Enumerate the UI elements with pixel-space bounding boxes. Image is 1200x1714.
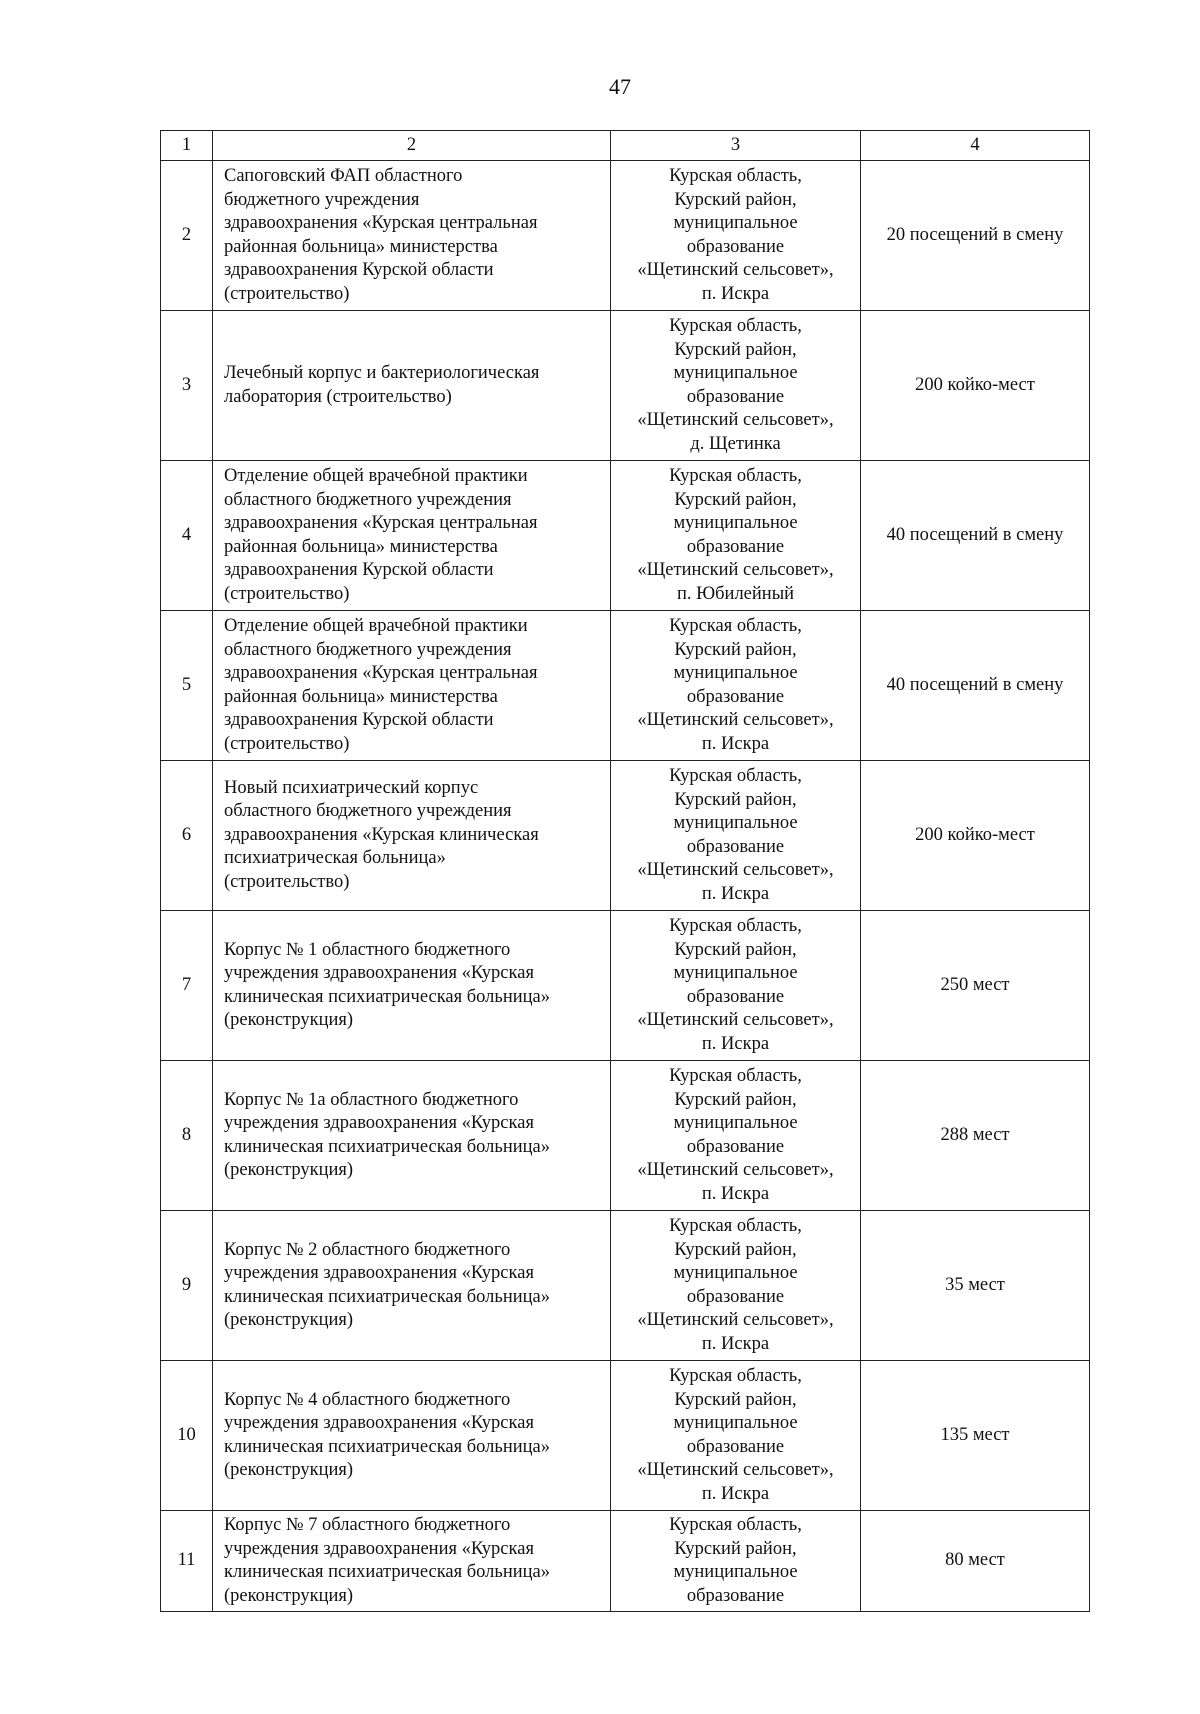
facility-location-line: Курская область, xyxy=(669,616,802,636)
facility-location-line: Курская область, xyxy=(669,1216,802,1236)
facility-location-line: муниципальное xyxy=(673,1562,798,1582)
facility-name-line: клиническая психиатрическая больница» xyxy=(224,1436,551,1457)
facility-capacity: 250 мест xyxy=(861,911,1090,1061)
facility-location-line: «Щетинский сельсовет», xyxy=(637,1460,834,1480)
facility-name-line: здравоохранения «Курская клиническая xyxy=(224,824,539,845)
header-cell-2: 2 xyxy=(213,131,611,161)
facility-location-line: «Щетинский сельсовет», xyxy=(637,1160,834,1180)
table-row xyxy=(161,461,1090,611)
facility-name-line: (реконструкция) xyxy=(224,1310,354,1330)
facility-location-line: Курский район, xyxy=(674,1389,797,1410)
facility-location-line: муниципальное xyxy=(673,1263,798,1283)
facility-location-line: п. Искра xyxy=(701,1033,770,1054)
facility-location-line: образование xyxy=(686,1585,785,1606)
facility-location-line: «Щетинский сельсовет», xyxy=(637,1010,834,1030)
facility-location xyxy=(611,761,861,911)
facility-capacity: 135 мест xyxy=(861,1361,1090,1511)
facility-location-line: «Щетинский сельсовет», xyxy=(637,410,834,430)
facility-name-line: областного бюджетного учреждения xyxy=(224,489,512,510)
row-number: 6 xyxy=(161,761,213,911)
facility-name xyxy=(213,761,611,911)
facility-location-line: Курская область, xyxy=(669,766,802,786)
facility-name-line: бюджетного учреждения xyxy=(224,189,420,210)
table-row xyxy=(161,161,1090,311)
facility-location-line: муниципальное xyxy=(673,1413,798,1433)
facility-name xyxy=(213,1211,611,1361)
facility-name-line: здравоохранения «Курская центральная xyxy=(224,663,538,683)
facility-location-line: муниципальное xyxy=(673,213,798,233)
table-row xyxy=(161,761,1090,911)
table-row xyxy=(161,1061,1090,1211)
facility-location-line: образование xyxy=(686,986,785,1007)
facility-name-line: клиническая психиатрическая больница» xyxy=(224,986,551,1007)
header-cell-4: 4 xyxy=(861,131,1090,161)
facility-location-line: п. Искра xyxy=(701,1483,770,1504)
facility-location-line: Курская область, xyxy=(669,166,802,186)
facility-location-line: п. Юбилейный xyxy=(676,583,795,604)
facility-location-line: Курский район, xyxy=(674,789,797,810)
facility-name-line: Корпус № 1 областного бюджетного xyxy=(224,939,511,960)
facility-name-line: (строительство) xyxy=(224,283,350,304)
facility-location-line: Курская область, xyxy=(669,316,802,336)
facility-location-line: образование xyxy=(686,1286,785,1307)
facility-location-line: Курский район, xyxy=(674,639,797,660)
facility-location-line: п. Искра xyxy=(701,733,770,754)
row-number: 9 xyxy=(161,1211,213,1361)
facility-location-line: Курский район, xyxy=(674,339,797,360)
facility-name-line: районная больница» министерства xyxy=(224,236,498,257)
facility-location-line: д. Щетинка xyxy=(690,433,781,454)
facility-location-line: образование xyxy=(686,1436,785,1457)
header-cell-1: 1 xyxy=(161,131,213,161)
facility-location xyxy=(611,1511,861,1612)
facility-name-line: здравоохранения Курской области xyxy=(224,260,494,280)
facility-name-line: Отделение общей врачебной практики xyxy=(224,616,528,636)
facility-location-line: Курская область, xyxy=(669,916,802,936)
facility-name-line: Корпус № 2 областного бюджетного xyxy=(224,1239,511,1260)
facility-location-line: «Щетинский сельсовет», xyxy=(637,260,834,280)
facility-capacity: 200 койко-мест xyxy=(861,311,1090,461)
facility-name-line: Отделение общей врачебной практики xyxy=(224,466,528,486)
facility-name-line: здравоохранения Курской области xyxy=(224,560,494,580)
facility-location xyxy=(611,1061,861,1211)
facility-capacity: 40 посещений в смену xyxy=(861,611,1090,761)
facility-location xyxy=(611,1211,861,1361)
facility-location-line: образование xyxy=(686,236,785,257)
facility-capacity: 40 посещений в смену xyxy=(861,461,1090,611)
facility-location-line: «Щетинский сельсовет», xyxy=(637,560,834,580)
facility-name-line: областного бюджетного учреждения xyxy=(224,639,512,660)
facility-name-line: районная больница» министерства xyxy=(224,536,498,557)
facility-location-line: муниципальное xyxy=(673,813,798,833)
facility-location-line: муниципальное xyxy=(673,663,798,683)
facility-name-line: районная больница» министерства xyxy=(224,686,498,707)
facility-name-line: (реконструкция) xyxy=(224,1460,354,1480)
row-number: 10 xyxy=(161,1361,213,1511)
facility-name-line: (реконструкция) xyxy=(224,1160,354,1180)
table-row xyxy=(161,911,1090,1061)
header-cell-3: 3 xyxy=(611,131,861,161)
facility-name-line: (строительство) xyxy=(224,733,350,754)
row-number: 3 xyxy=(161,311,213,461)
facility-name-line: учреждения здравоохранения «Курская xyxy=(224,1538,534,1559)
facility-location-line: Курская область, xyxy=(669,1515,802,1535)
facility-location-line: Курский район, xyxy=(674,1538,797,1559)
facility-name-line: учреждения здравоохранения «Курская xyxy=(224,963,534,983)
row-number: 8 xyxy=(161,1061,213,1211)
facility-location xyxy=(611,311,861,461)
facility-location-line: п. Искра xyxy=(701,883,770,904)
table-row xyxy=(161,311,1090,461)
table-row xyxy=(161,1211,1090,1361)
facility-capacity: 80 мест xyxy=(861,1511,1090,1612)
facility-location xyxy=(611,461,861,611)
facility-name-line: Корпус № 1а областного бюджетного xyxy=(224,1089,519,1110)
facility-location-line: п. Искра xyxy=(701,283,770,304)
facility-location xyxy=(611,161,861,311)
facility-name-line: клиническая психиатрическая больница» xyxy=(224,1286,551,1307)
facility-name-line: учреждения здравоохранения «Курская xyxy=(224,1413,534,1433)
facility-name-line: Лечебный корпус и бактериологическая xyxy=(224,363,540,383)
facility-name-line: Корпус № 7 областного бюджетного xyxy=(224,1515,511,1535)
facility-name-line: психиатрическая больница» xyxy=(224,848,446,869)
facility-location-line: муниципальное xyxy=(673,963,798,983)
facility-name-line: областного бюджетного учреждения xyxy=(224,801,512,822)
facility-capacity: 288 мест xyxy=(861,1061,1090,1211)
facility-name xyxy=(213,1511,611,1612)
facility-location-line: «Щетинский сельсовет», xyxy=(637,710,834,730)
facility-location-line: Курский район, xyxy=(674,489,797,510)
facility-location-line: Курский район, xyxy=(674,189,797,210)
table-header-row xyxy=(161,131,1090,161)
facility-name xyxy=(213,461,611,611)
facility-location xyxy=(611,1361,861,1511)
facility-name xyxy=(213,611,611,761)
facility-location-line: муниципальное xyxy=(673,363,798,383)
facility-location-line: Курский район, xyxy=(674,1239,797,1260)
table-body xyxy=(161,161,1090,1612)
facility-name-line: клиническая психиатрическая больница» xyxy=(224,1562,551,1582)
facility-capacity: 20 посещений в смену xyxy=(861,161,1090,311)
facility-name xyxy=(213,311,611,461)
facility-name xyxy=(213,161,611,311)
facility-name-line: (строительство) xyxy=(224,583,350,604)
facility-capacity: 35 мест xyxy=(861,1211,1090,1361)
facility-name-line: Новый психиатрический корпус xyxy=(224,777,479,798)
facility-name-line: Сапоговский ФАП областного xyxy=(224,166,463,186)
facility-name xyxy=(213,1061,611,1211)
page-number: 47 xyxy=(609,74,631,99)
row-number: 2 xyxy=(161,161,213,311)
facility-location-line: Курский район, xyxy=(674,1089,797,1110)
facility-location-line: п. Искра xyxy=(701,1183,770,1204)
facility-location-line: образование xyxy=(686,686,785,707)
facility-location-line: «Щетинский сельсовет», xyxy=(637,860,834,880)
facility-location-line: Курская область, xyxy=(669,1066,802,1086)
facility-location-line: Курская область, xyxy=(669,1366,802,1386)
facility-location-line: «Щетинский сельсовет», xyxy=(637,1310,834,1330)
facility-location-line: образование xyxy=(686,536,785,557)
facility-name-line: здравоохранения Курской области xyxy=(224,710,494,730)
facility-name-line: учреждения здравоохранения «Курская xyxy=(224,1263,534,1283)
facility-name-line: учреждения здравоохранения «Курская xyxy=(224,1113,534,1133)
facility-location-line: Курская область, xyxy=(669,466,802,486)
facility-name-line: лаборатория (строительство) xyxy=(224,386,452,407)
facility-capacity: 200 койко-мест xyxy=(861,761,1090,911)
facility-location-line: образование xyxy=(686,386,785,407)
table-row xyxy=(161,1361,1090,1511)
facility-name-line: (реконструкция) xyxy=(224,1010,354,1030)
table-row xyxy=(161,611,1090,761)
facility-location-line: п. Искра xyxy=(701,1333,770,1354)
facilities-table xyxy=(160,130,1090,1612)
facility-location-line: образование xyxy=(686,1136,785,1157)
facility-name-line: (строительство) xyxy=(224,871,350,892)
facility-location xyxy=(611,611,861,761)
table-row xyxy=(161,1511,1090,1612)
facility-name xyxy=(213,1361,611,1511)
facility-name xyxy=(213,911,611,1061)
facility-name-line: Корпус № 4 областного бюджетного xyxy=(224,1389,511,1410)
facility-location-line: Курский район, xyxy=(674,939,797,960)
row-number: 4 xyxy=(161,461,213,611)
facility-name-line: (реконструкция) xyxy=(224,1585,354,1606)
facility-location-line: муниципальное xyxy=(673,513,798,533)
row-number: 11 xyxy=(161,1511,213,1612)
row-number: 5 xyxy=(161,611,213,761)
facility-name-line: клиническая психиатрическая больница» xyxy=(224,1136,551,1157)
facility-name-line: здравоохранения «Курская центральная xyxy=(224,513,538,533)
facility-location xyxy=(611,911,861,1061)
facility-location-line: муниципальное xyxy=(673,1113,798,1133)
facility-location-line: образование xyxy=(686,836,785,857)
row-number: 7 xyxy=(161,911,213,1061)
facility-name-line: здравоохранения «Курская центральная xyxy=(224,213,538,233)
